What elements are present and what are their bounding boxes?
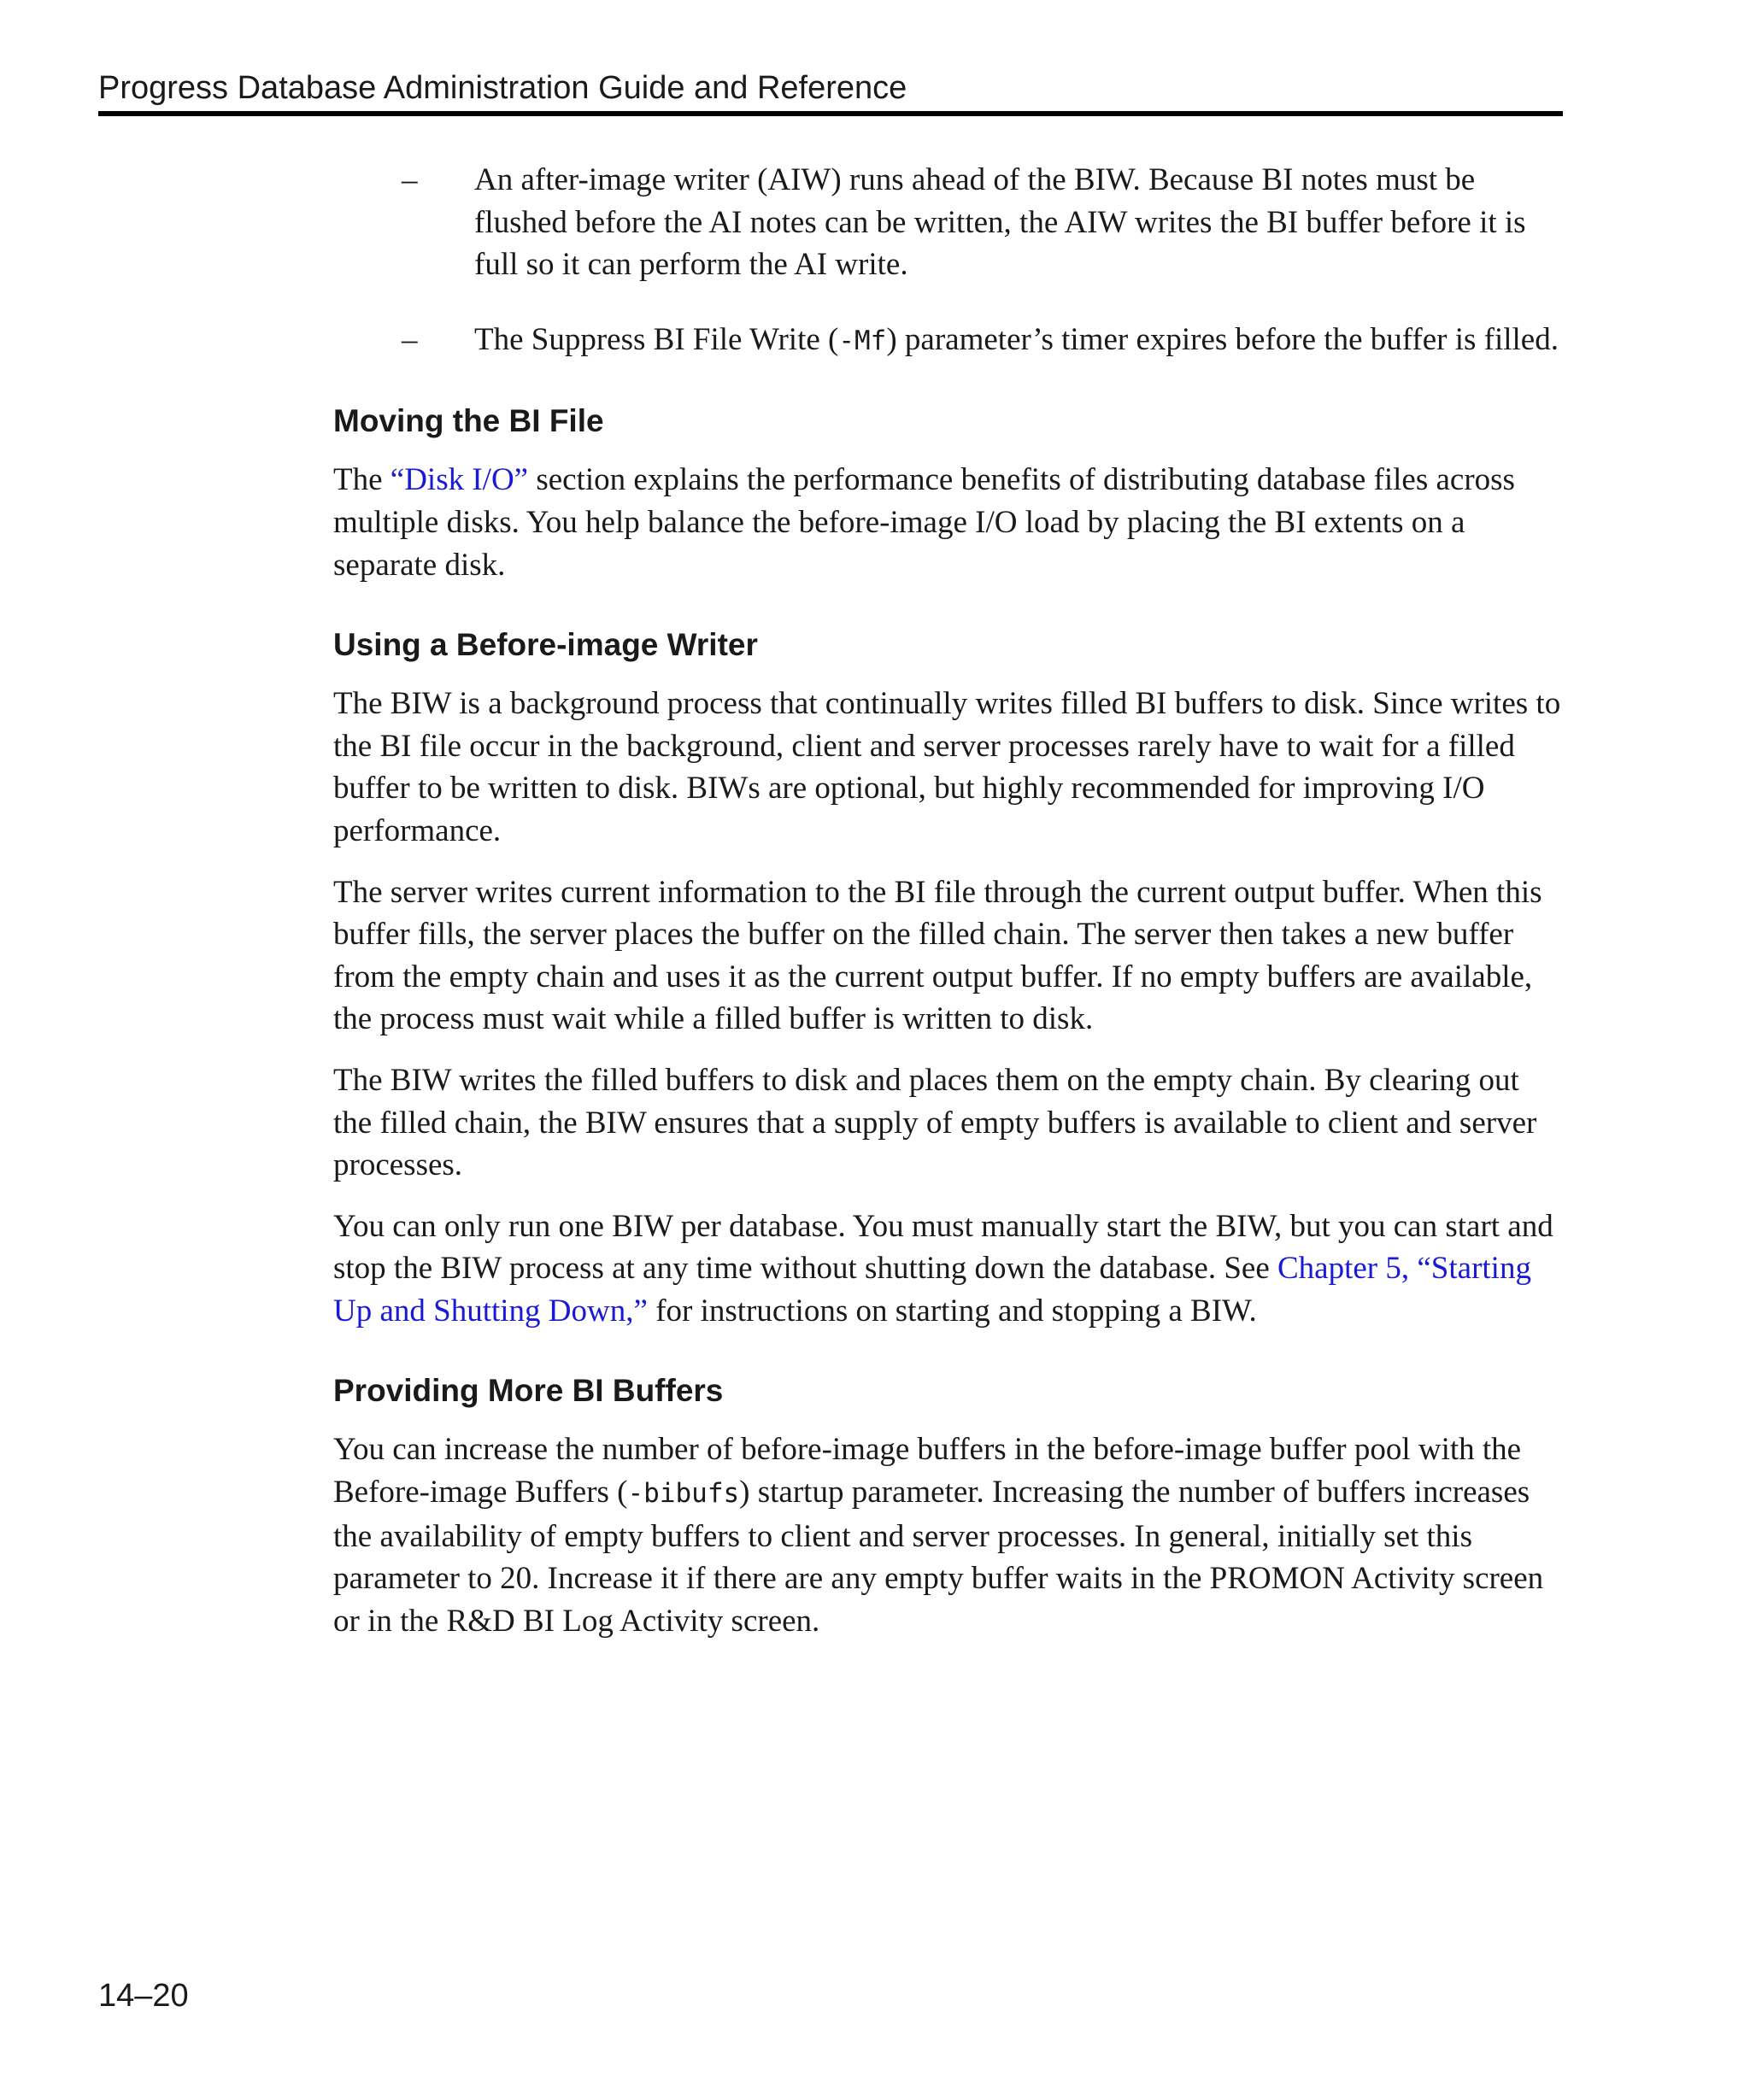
bullet-text: An after-image writer (AIW) runs ahead of the BIW. Because BI notes must be flushed before the AI notes can be written, the AIW writes the BI buffer before it is full so it can perform the AI write. bbox=[474, 162, 1526, 283]
bullet-text-end: ) parameter’s timer expires before the buffer is filled. bbox=[886, 321, 1559, 357]
paragraph: The server writes current information to the BI file through the current output buffer. When this buffer fills, the server places the buffer on the filled chain. The server then takes a new buffer from the empty chain and uses it as the current output buffer. If no empty buffers are available, the process must wait while a filled buffer is written to disk. bbox=[333, 874, 1542, 1037]
paragraph bbox=[333, 1205, 1565, 1333]
bullet-dash: – bbox=[402, 162, 418, 197]
paragraph bbox=[333, 1428, 1565, 1642]
section-heading-moving-bi-file: Moving the BI File bbox=[333, 403, 604, 439]
section-heading-before-image-writer: Using a Before-image Writer bbox=[333, 627, 758, 663]
paragraph-text: You can only run one BIW per database. You must manually start the BIW, but you can start and stop the BIW process at any time without shutting down the database. See bbox=[333, 1208, 1553, 1287]
bullet-item bbox=[333, 159, 1565, 286]
paragraph-text: You can increase the number of before-image buffers in the before-image buffer pool with the Before-image Buffers ( bbox=[333, 1432, 1522, 1510]
header-rule bbox=[98, 111, 1563, 116]
bibufs-parameter: -bibufs bbox=[627, 1478, 740, 1510]
paragraph bbox=[333, 459, 1565, 586]
bullet-item bbox=[333, 319, 1565, 363]
paragraph-text: for instructions on starting and stopping a BIW. bbox=[647, 1293, 1257, 1329]
running-head-title: Progress Database Administration Guide and Reference bbox=[98, 70, 907, 106]
disk-io-link[interactable]: “Disk I/O” bbox=[390, 462, 529, 498]
chapter-5-link[interactable]: Chapter 5, “Starting Up and Shutting Down,” bbox=[333, 1251, 1531, 1329]
page-body bbox=[333, 159, 1565, 1642]
mf-parameter: -Mf bbox=[838, 325, 887, 356]
section-heading-more-bi-buffers: Providing More BI Buffers bbox=[333, 1373, 724, 1409]
bullet-dash: – bbox=[402, 321, 418, 357]
page-number: 14–20 bbox=[98, 1978, 189, 2014]
paragraph: The BIW is a background process that continually writes filled BI buffers to disk. Since writes to the BI file occur in the background, client and server processes rarely have to wait for a filled buffer to be written to disk. BIWs are optional, but highly recommended for improving I/O performance. bbox=[333, 686, 1561, 848]
bullet-text-start: The Suppress BI File Write ( bbox=[474, 321, 839, 357]
bullet-text bbox=[474, 319, 1565, 363]
paragraph-text: The bbox=[333, 462, 391, 498]
paragraph-text: section explains the performance benefits of distributing database files across multiple disks. You help balance the before-image I/O load by placing the BI extents on a separate disk. bbox=[333, 462, 1515, 583]
paragraph: The BIW writes the filled buffers to disk and places them on the empty chain. By clearing out the filled chain, the BIW ensures that a supply of empty buffers is available to client and server processes. bbox=[333, 1062, 1537, 1183]
paragraph-text: ) startup parameter. Increasing the number of buffers increases the availability of empty buffers to client and server processes. In general, initially set this parameter to 20. Increase it if there are any empty buffer waits in the PROMON Activity screen or in the R&D BI Log Activity screen. bbox=[333, 1475, 1544, 1639]
